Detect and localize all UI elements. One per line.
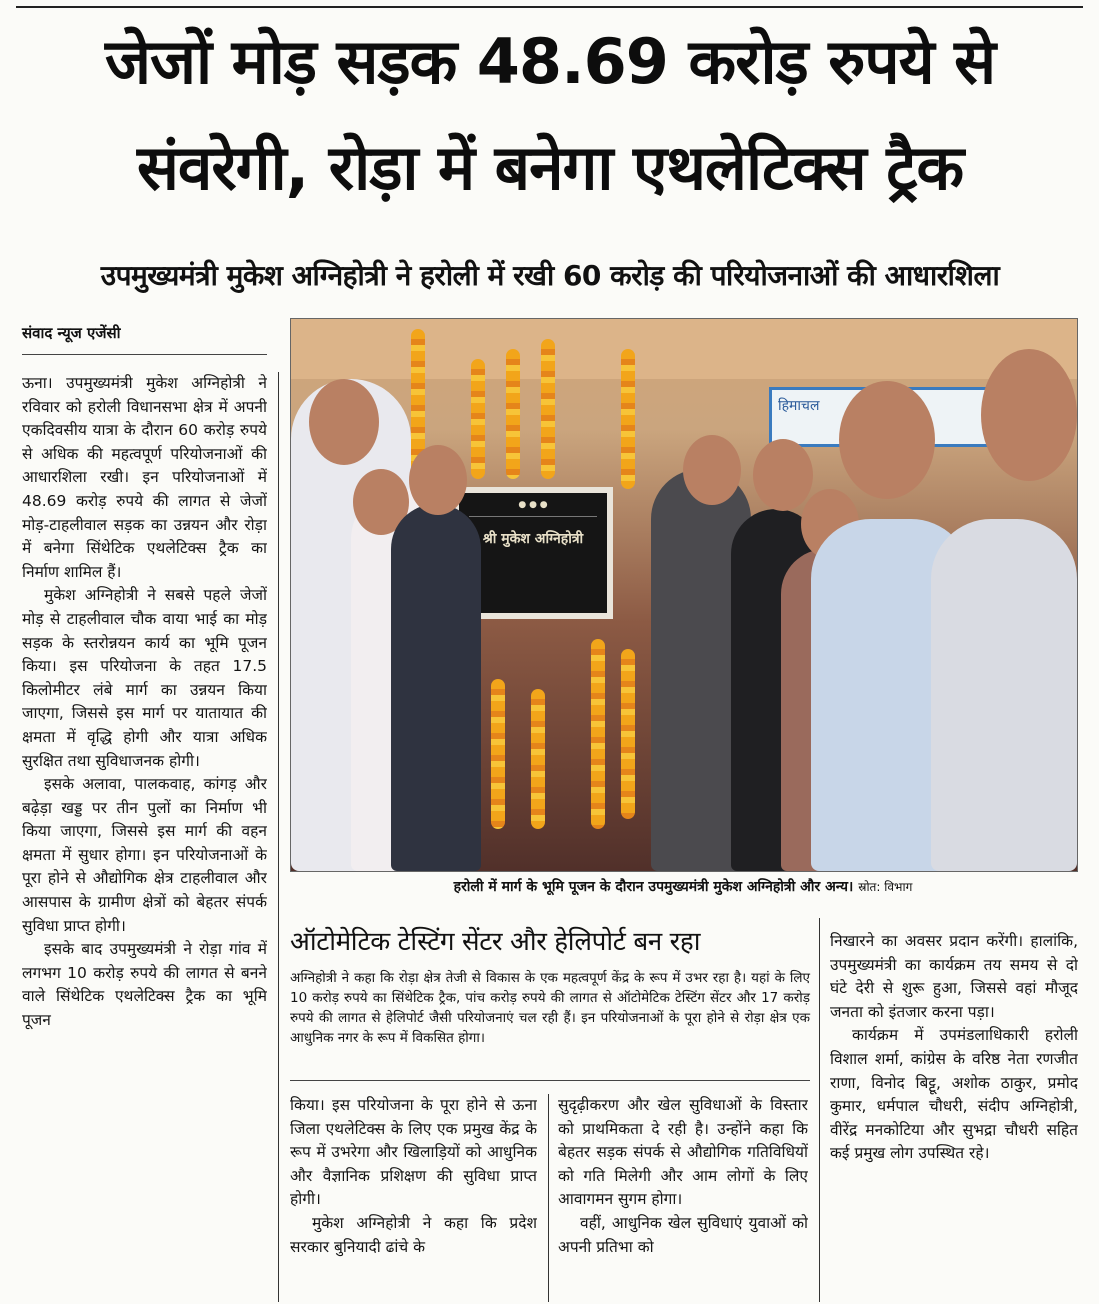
paragraph: किया। इस परियोजना के पूरा होने से ऊना जिला एथलेटिक्स के लिए एक प्रमुख केंद्र के रूप में उभरेगा और खिलाड़ियों को आधुनिक और वैज्ञानिक प्रशिक्षण की सुविधा प्राप्त होगी।	[290, 1096, 537, 1209]
caption-text: हरोली में मार्ग के भूमि पूजन के दौरान उपमुख्यमंत्री मुकेश अग्निहोत्री और अन्य।	[453, 879, 854, 895]
box-text: अग्निहोत्री ने कहा कि रोड़ा क्षेत्र तेजी से विकास के एक महत्वपूर्ण केंद्र के रूप में उभर रहा है। यहां के लिए 10 करोड़ रुपये का सिंथेटिक ट्रैक, पांच करोड़ रुपये की लागत से ऑटोमेटिक टेस्टिंग सेंटर और 17 करोड़ रुपये की लागत से हेलिपोर्ट जैसी परियोजनाएं चल रही हैं। इन परियोजनाओं के पूरा होने से रोड़ा क्षेत्र एक आधुनिक नगर के रूप में विकसित होगा।	[290, 970, 810, 1046]
garland	[531, 689, 545, 829]
person-head	[839, 381, 935, 499]
paragraph: वहीं, आधुनिक खेल सुविधाएं युवाओं को अपनी प्रतिभा को	[558, 1213, 808, 1256]
person-head	[981, 349, 1077, 481]
headline-line-1: जेजों मोड़ सड़क 48.69 करोड़ रुपये से	[104, 25, 996, 98]
paragraph: निखारने का अवसर प्रदान करेंगी। हालांकि, उपमुख्यमंत्री का कार्यक्रम तय समय से दो घंटे देरी से शुरू हुआ, जिससे वहां मौजूद जनता को इंतजार करना पड़ा।	[830, 932, 1078, 1021]
article-column-4	[830, 930, 1078, 1302]
garland	[621, 649, 635, 819]
caption-source: स्रोत: विभाग	[858, 880, 913, 894]
person	[931, 519, 1077, 871]
column-divider	[548, 1094, 549, 1302]
photo-caption	[290, 874, 1076, 900]
garland	[471, 359, 485, 479]
paragraph: मुकेश अग्निहोत्री ने सबसे पहले जेजों मोड़ से टाहलीवाल चौक वाया भाई का मोड़ सड़क के स्तरोन्नयन कार्य का भूमि पूजन किया। इस परियोजना के तहत 17.5 किलोमीटर लंबे मार्ग का उन्नयन किया जाएगा, जिससे इस मार्ग पर यातायात की क्षमता में वृद्धि होगी और यात्रा अधिक सुरक्षित तथा सुविधाजनक होगी।	[22, 586, 267, 770]
article-column-1	[22, 372, 267, 1300]
plaque-lines: ● ● ●	[469, 499, 597, 517]
person-head	[753, 439, 813, 511]
news-photo	[290, 318, 1078, 872]
subheadline: उपमुख्यमंत्री मुकेश अग्निहोत्री ने हरोली में रखी 60 करोड़ की परियोजनाओं की आधारशिला	[100, 259, 1000, 292]
garland	[541, 339, 555, 479]
article-column-3	[558, 1094, 808, 1302]
box-title: ऑटोमेटिक टेस्टिंग सेंटर और हेलिपोर्ट बन रहा	[290, 927, 701, 957]
top-rule	[16, 6, 1083, 8]
person-head	[409, 445, 467, 515]
person	[391, 504, 481, 871]
paragraph: इसके बाद उपमुख्यमंत्री ने रोड़ा गांव में लगभग 10 करोड़ रुपये की लागत से बनने वाले सिंथेटिक एथलेटिक्स ट्रैक का भूमि पूजन	[22, 940, 267, 1030]
paragraph: इसके अलावा, पालकवाह, कांगड़ और बढ़ेड़ा खड्ड पर तीन पुलों का निर्माण भी किया जाएगा, जिससे इस मार्ग की वहन क्षमता में सुधार होगा। इन परियोजनाओं के पूरा होने से औद्योगिक क्षेत्र टाहलीवाल और आसपास के ग्रामीण क्षेत्रों को बेहतर संपर्क सुविधा प्राप्त होगी।	[22, 775, 267, 935]
byline: संवाद न्यूज एजेंसी	[22, 322, 267, 355]
sidebar-box	[290, 918, 810, 1081]
plaque-name: श्री मुकेश अग्निहोत्री	[482, 531, 584, 547]
banner-text: हिमाचल	[778, 398, 820, 414]
headline-line-2: संवरेगी, रोड़ा में बनेगा एथलेटिक्स ट्रैक	[136, 131, 964, 204]
column-divider	[278, 372, 279, 1302]
garland	[591, 639, 605, 829]
garland	[491, 679, 505, 829]
paragraph: सुदृढ़ीकरण और खेल सुविधाओं के विस्तार को प्राथमिकता दे रही है। उन्होंने कहा कि बेहतर सड़क संपर्क से औद्योगिक गतिविधियों को गति मिलेगी और आम लोगों के लिए आवागमन सुगम होगा।	[558, 1096, 808, 1209]
photo-ceiling	[291, 319, 1077, 379]
paragraph: कार्यक्रम में उपमंडलाधिकारी हरोली विशाल शर्मा, कांग्रेस के वरिष्ठ नेता रणजीत राणा, विनोद बिट्टू, अशोक ठाकुर, प्रमोद कुमार, धर्मपाल चौधरी, संदीप अग्निहोत्री, वीरेंद्र मनकोटिया और सुभद्रा चौधरी सहित कई प्रमुख लोग उपस्थित रहे।	[830, 1026, 1078, 1163]
article-column-2	[290, 1094, 537, 1302]
garland	[621, 349, 635, 489]
garland	[506, 349, 520, 479]
paragraph: मुकेश अग्निहोत्री ने कहा कि प्रदेश सरकार बुनियादी ढांचे के	[290, 1213, 537, 1256]
person-head	[309, 379, 379, 465]
person-head	[683, 435, 741, 505]
paragraph: ऊना। उपमुख्यमंत्री मुकेश अग्निहोत्री ने रविवार को हरोली विधानसभा क्षेत्र में अपनी एकदिवसीय यात्रा के दौरान 60 करोड़ रुपये से अधिक की महत्वपूर्ण परियोजनाओं की आधारशिला रखी। इन परियोजनाओं में 48.69 करोड़ रुपये की लागत से जेजों मोड़-टाहलीवाल सड़क का उन्नयन और रोड़ा में बनेगा सिंथेटिक एथलेटिक्स ट्रैक का निर्माण शामिल हैं।	[22, 374, 267, 581]
column-divider	[819, 918, 820, 1302]
